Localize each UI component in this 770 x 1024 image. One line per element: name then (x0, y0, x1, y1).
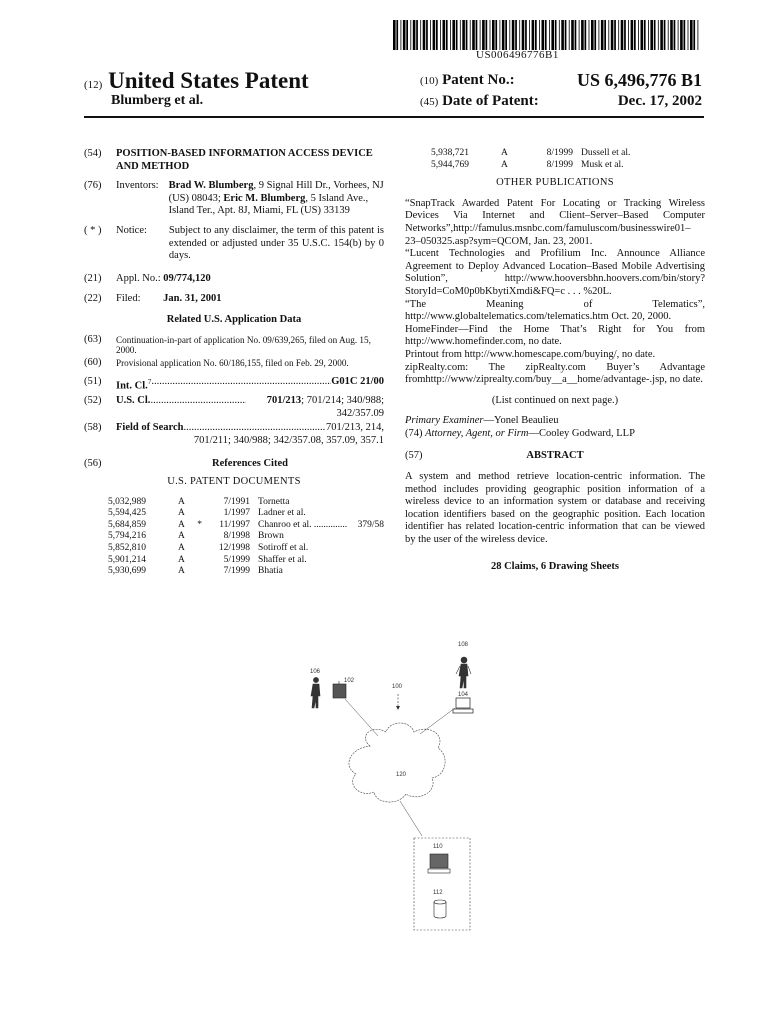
inventor-address: , 9 Signal Hill Dr., Vorhees, NJ (US) 08043; (168, 180, 384, 204)
reference-numeral: 112 (433, 890, 443, 896)
inventors-label: Inventors: (116, 180, 159, 192)
reference-numeral: 104 (458, 692, 469, 698)
person-icon (311, 677, 320, 708)
appl-label: Appl. No.: (116, 272, 161, 284)
claims-count: 28 Claims, 6 Drawing Sheets (490, 560, 620, 572)
barcode (393, 20, 701, 50)
inventors-value (169, 180, 384, 218)
inventor-name: Eric M. Blumberg (223, 192, 306, 204)
publication: “SnapTrack Awarded Patent For Locating or Tracking Wireless Devices Via Internet and Client–Server–Based Computer Networks”,http://famulus.msnbc.com/famuluscom/businesswire01–23–050325.asp?sym=QCOM, Jan. 23, 2001. (405, 197, 705, 247)
reference-number: 5,594,425 (108, 508, 146, 519)
reference-row (108, 531, 384, 543)
date-of-patent-label (420, 93, 539, 110)
reference-cited-by-examiner (192, 566, 202, 578)
publication: zipRealty.com: The zipRealty.com Buyer’s Advantage fromhttp://www/ziprealty.com/buy__a__home/advantage-.jsp, no date. (405, 361, 705, 386)
attorney-label: Attorney, Agent, or Firm (425, 427, 529, 439)
reference-kind: A (178, 531, 185, 542)
reference-numeral: 100 (392, 684, 403, 690)
provisional-field (84, 358, 384, 369)
date-of-patent: Dec. 17, 2002 (617, 93, 702, 109)
reference-cited-by-examiner (515, 160, 525, 172)
reference-date: 8/1998 (223, 531, 250, 542)
reference-number: 5,901,214 (108, 554, 146, 565)
reference-cited-by-examiner: * (197, 519, 202, 530)
patent-number-label (420, 72, 515, 89)
notice-label: Notice: (116, 224, 147, 236)
reference-number: 5,938,721 (431, 148, 469, 158)
reference-numeral: 102 (344, 678, 355, 684)
right-column (405, 148, 705, 573)
reference-number: 5,684,859 (108, 519, 146, 530)
inid-code: (52) (84, 395, 102, 407)
network-cloud-icon (349, 723, 445, 802)
connector-line (400, 801, 422, 836)
inid-code: (58) (84, 422, 102, 434)
leader-dots (150, 395, 246, 420)
appl-field (84, 273, 384, 286)
connector-line (345, 699, 378, 736)
reference-class: 379/58 (357, 519, 384, 530)
reference-number: 5,944,769 (431, 159, 469, 170)
reference-row (108, 508, 384, 520)
inid-code: (56) (84, 457, 102, 469)
reference-name: Sotiroff et al. (258, 543, 309, 554)
leader-dots (183, 422, 325, 435)
reference-cited-by-examiner (192, 531, 202, 543)
publication: Printout from http://www.homescape.com/buying/, no date. (405, 348, 656, 360)
inid-code: (51) (84, 376, 102, 388)
header-rule (84, 116, 704, 118)
inid-code: (12) (84, 79, 103, 91)
other-publications-heading: OTHER PUBLICATIONS (496, 177, 614, 189)
invention-title: POSITION-BASED INFORMATION ACCESS DEVICE AND METHOD (116, 148, 373, 172)
reference-kind: A (178, 543, 185, 554)
reference-date: 7/1991 (223, 496, 250, 507)
reference-numeral: 110 (433, 844, 443, 850)
database-icon (434, 900, 446, 918)
inid-code: (45) (420, 96, 439, 108)
reference-date: 12/1998 (218, 543, 250, 554)
reference-date: 11/1997 (219, 519, 250, 530)
reference-name: Bhatia (258, 566, 283, 577)
reference-name: Shaffer et al. (258, 554, 307, 565)
search-first: 701/213, 214, (325, 422, 384, 434)
reference-cited-by-examiner (515, 148, 525, 160)
reference-numeral: 106 (310, 669, 321, 675)
left-column (84, 148, 384, 578)
reference-name: Musk et al. (581, 159, 624, 170)
leader-dots (151, 376, 331, 393)
references-table-continued (431, 148, 705, 171)
references-field (84, 458, 384, 471)
reference-name: Dussell et al. (581, 148, 631, 158)
reference-kind: A (178, 519, 185, 530)
reference-number: 5,930,699 (108, 566, 146, 577)
publication: “The Meaning of Telematics”, http://www.globaltelematics.com/telematics.htm Oct. 20, 2000. (405, 298, 705, 323)
reference-cited-by-examiner (192, 508, 202, 520)
person-icon (456, 657, 471, 688)
reference-row (431, 148, 705, 160)
reference-cited-by-examiner (192, 555, 202, 567)
reference-number: 5,032,989 (108, 496, 146, 507)
notice-field (84, 225, 384, 263)
patent-number: US 6,496,776 B1 (576, 70, 702, 90)
reference-name: Brown (258, 531, 284, 542)
appl-number: 09/774,120 (163, 272, 211, 284)
inid-code: (76) (84, 180, 102, 192)
reference-date: 8/1999 (546, 159, 573, 170)
notice-text: Subject to any disclaimer, the term of this patent is extended or adjusted under 35 U.S.C. 154(b) by 0 days. (168, 224, 384, 262)
reference-row (108, 497, 384, 509)
information-system-box (414, 838, 470, 930)
reference-cited-by-examiner (192, 497, 202, 509)
reference-row (431, 160, 705, 172)
connector-line (420, 708, 455, 734)
reference-date: 1/1997 (223, 508, 250, 519)
int-cl-label: Int. Cl.$^7$ (116, 378, 152, 392)
reference-kind: A (178, 554, 185, 565)
inventors-field (84, 180, 384, 218)
patent-office-heading (84, 68, 309, 94)
reference-name: Chanroo et al. .............. (258, 519, 348, 530)
primary-examiner: Primary Examiner—Yonel Beaulieu (405, 415, 559, 427)
inid-code: (57) (405, 450, 423, 462)
reference-kind: A (178, 508, 185, 519)
patent-no-label: Patent No.: (442, 72, 515, 88)
inid-code: (22) (84, 293, 102, 305)
reference-number: 5,852,810 (108, 543, 146, 554)
reference-kind: A (178, 496, 185, 507)
abstract-text: A system and method retrieve location-centric information. The method includes providing geographic position information of a wireless device to an information system or database and receiving location identifiers based on the geographic position. Each location identifier has related location-centric information that can be viewed by the user of the wireless device. (405, 471, 705, 546)
field-of-search (84, 422, 384, 447)
inid-code: (74) (405, 427, 423, 439)
publication: “Lucent Technologies and Profilium Inc. Announce Alliance Agreement to Deploy Advanced Location–Based Mobile Advertising Solution”, http://www.hooversbhn.hoovers.com/bin/story?StoryId=CoM0p0bKbytiXmdi&FQ=c . . . %20L. (405, 248, 705, 297)
inventor-address: , 5 Island Ave., Island Ter., Apt. 8J, Miami, FL (US) 33139 (168, 192, 369, 217)
us-cl-label: U.S. Cl. (116, 395, 151, 407)
related-data-heading: Related U.S. Application Data (166, 313, 302, 325)
inid-code: (54) (84, 148, 102, 159)
search-label: Field of Search (116, 422, 184, 434)
us-patent-documents-heading: U.S. PATENT DOCUMENTS (167, 476, 301, 488)
attorney-line (405, 428, 705, 441)
list-continued-note: (List continued on next page.) (491, 394, 619, 406)
reference-date: 7/1999 (223, 566, 250, 577)
reference-number: 5,794,216 (108, 531, 146, 542)
office-name: United States Patent (108, 68, 309, 93)
reference-cited-by-examiner (192, 543, 202, 555)
computer-icon (453, 698, 473, 713)
filed-field (84, 293, 384, 306)
inid-code: (10) (420, 75, 439, 87)
filed-date: Jan. 31, 2001 (163, 293, 222, 305)
server-icon (428, 854, 450, 873)
int-cl-field (84, 376, 384, 393)
continuation-field (84, 335, 384, 356)
inid-code: (60) (84, 356, 102, 368)
references-heading: References Cited (212, 457, 288, 469)
reference-row (108, 555, 384, 567)
reference-kind: A (501, 148, 508, 158)
us-cl-field (84, 395, 384, 420)
inid-code: (21) (84, 272, 102, 284)
reference-kind: A (501, 159, 508, 170)
reference-row (108, 543, 384, 555)
reference-numeral: 120 (396, 772, 407, 778)
barcode-number: US006496776B1 (476, 49, 559, 61)
publication: HomeFinder—Find the Home That’s Right for You from http://www.homefinder.com, no date. (405, 323, 705, 348)
references-table (108, 497, 384, 578)
provisional-text: Provisional application No. 60/186,155, filed on Feb. 29, 2000. (116, 357, 349, 368)
front-page-figure (300, 636, 500, 936)
reference-row (108, 520, 384, 532)
filed-label: Filed: (116, 293, 141, 305)
reference-row (108, 566, 384, 578)
inid-code: (63) (84, 333, 102, 345)
title-field (84, 148, 384, 173)
attorney-name: —Cooley Godward, LLP (528, 427, 635, 439)
int-cl-value: G01C 21/00 (331, 376, 384, 388)
abstract-heading-row (405, 450, 705, 463)
reference-name: Ladner et al. (258, 508, 306, 519)
reference-date: 8/1999 (546, 148, 573, 158)
continuation-text: Continuation-in-part of application No. 09/639,265, filed on Aug. 15, 2000. (116, 334, 371, 356)
inventors-short: Blumberg et al. (111, 93, 204, 108)
abstract-heading: ABSTRACT (526, 450, 584, 462)
inventor-name: Brad W. Blumberg (168, 180, 254, 192)
us-cl-value: 701/213; 701/214; 340/988; 342/357.09 (266, 395, 384, 419)
search-rest: 701/211; 340/988; 342/357.08, 357.09, 357.1 (193, 434, 384, 446)
reference-date: 5/1999 (223, 554, 250, 565)
reference-kind: A (178, 566, 185, 577)
reference-name: Tornetta (258, 496, 290, 507)
inid-code: ( * ) (84, 224, 102, 236)
date-label: Date of Patent: (442, 93, 539, 109)
reference-numeral: 108 (458, 642, 469, 648)
